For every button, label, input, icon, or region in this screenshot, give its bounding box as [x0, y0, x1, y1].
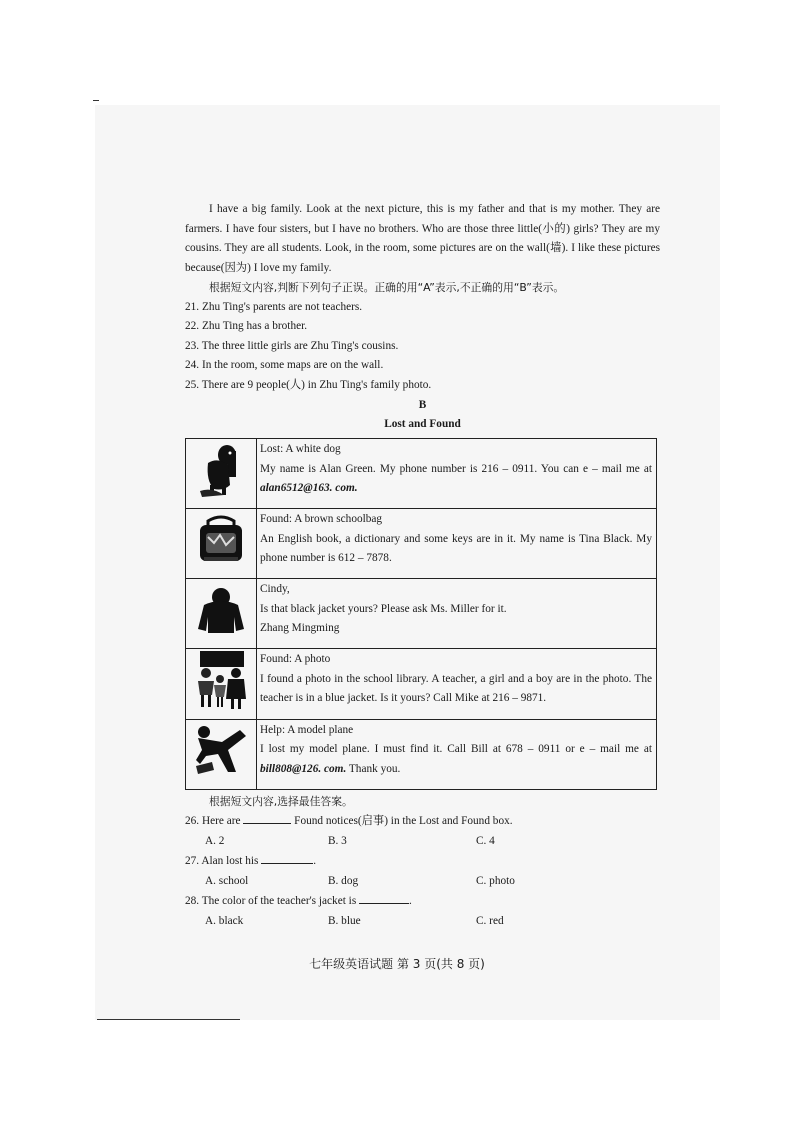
notice-body-text: I lost my model plane. I must find it. Call Bill at 678 – 0911 or e – mail me at	[260, 743, 652, 755]
notice-picture	[186, 719, 257, 789]
notice-text	[257, 579, 657, 649]
question-stem-end: .	[313, 855, 317, 867]
question-25: 25. There are 9 people(人) in Zhu Ting's family photo.	[185, 378, 432, 391]
options-27	[185, 872, 660, 892]
option-a: A. school	[205, 874, 249, 887]
notice-row	[186, 649, 657, 720]
notice-heading: Lost: A white dog	[260, 443, 341, 455]
notice-body	[260, 460, 652, 499]
model-plane-icon	[192, 769, 250, 781]
section-title: Lost and Found	[384, 418, 461, 430]
section-letter: B	[418, 399, 427, 411]
notice-text	[257, 719, 657, 789]
question-24: 24. In the room, some maps are on the wall.	[185, 359, 384, 371]
question-stem: 28. The color of the teacher's jacket is	[185, 895, 360, 907]
lost-and-found-table	[185, 438, 657, 790]
notice-picture	[186, 439, 257, 509]
notice-text	[257, 439, 657, 509]
notice-body: Is that black jacket yours? Please ask Ms. Miller for it.	[260, 602, 507, 615]
answer-blank	[359, 891, 409, 904]
notice-body-text: My name is Alan Green. My phone number is 216 – 0911. You can e – mail me at	[260, 462, 652, 475]
notice-text	[257, 509, 657, 579]
notice-row	[186, 509, 657, 579]
option-b: B. blue	[328, 914, 361, 927]
notice-heading: Found: A brown schoolbag	[260, 513, 383, 525]
question-stem-end: Found notices(启事) in the Lost and Found box.	[291, 815, 513, 827]
notice-picture	[186, 649, 257, 720]
page-footer: 七年级英语试题 第 3 页(共 8 页)	[309, 957, 485, 971]
scan-corner-mark	[93, 100, 99, 101]
multiple-choice-instruction: 根据短文内容,选择最佳答案。	[209, 794, 353, 808]
options-28	[185, 912, 660, 932]
schoolbag-icon	[194, 558, 248, 570]
question-27	[185, 851, 660, 872]
answer-blank	[261, 851, 313, 864]
notice-heading: Help: A model plane	[260, 723, 354, 736]
multiple-choice-section	[185, 792, 660, 932]
notice-row	[186, 579, 657, 649]
passage-text: I have a big family. Look at the next picture, this is my father and that is my mother. They are farmers. I have four sisters, but I have no brothers. Who are those three little(小的) girls? They are my cousins. They are all students. Look, in the room, some pictures are on the wall(墙). I like these pictures because(因为) I love my family.	[185, 203, 660, 274]
notice-heading: Found: A photo	[260, 653, 331, 665]
notice-signature: Zhang Mingming	[260, 622, 340, 634]
page-content	[185, 200, 660, 931]
notice-body: I found a photo in the school library. A teacher, a girl and a boy are in the photo. The teacher is in a blue jacket. Is it yours? Call Mike at 216 – 9871.	[260, 672, 652, 704]
question-21: 21. Zhu Ting's parents are not teachers.	[185, 300, 363, 313]
option-a: A. 2	[205, 834, 225, 847]
question-23: 23. The three little girls are Zhu Ting's cousins.	[185, 339, 399, 352]
email-address: bill808@126. com.	[260, 762, 347, 775]
options-26	[185, 832, 660, 852]
footnote-rule	[97, 1019, 240, 1020]
notice-body: An English book, a dictionary and some keys are in it. My name is Tina Black. My phone number is 612 – 7878.	[260, 532, 652, 564]
option-b: B. 3	[328, 834, 347, 847]
notice-text	[257, 649, 657, 720]
notice-closing: Thank you.	[346, 762, 401, 775]
question-stem: 26. Here are	[185, 815, 244, 827]
option-c: C. photo	[476, 874, 515, 887]
photo-icon	[192, 702, 250, 714]
question-stem-end: .	[409, 895, 412, 907]
notice-row	[186, 439, 657, 509]
question-26	[185, 811, 660, 832]
option-a: A. black	[205, 914, 244, 927]
option-c: C. red	[476, 914, 504, 927]
option-b: B. dog	[328, 874, 359, 887]
option-c: C. 4	[476, 834, 495, 847]
dog-icon	[194, 490, 248, 502]
question-22: 22. Zhu Ting has a brother.	[185, 320, 308, 332]
notice-heading: Cindy,	[260, 583, 290, 595]
answer-blank	[243, 811, 291, 824]
reading-passage-a	[185, 200, 660, 278]
email-address: alan6512@163. com.	[260, 482, 358, 494]
true-false-items	[185, 298, 660, 396]
notice-picture	[186, 509, 257, 579]
notice-row	[186, 719, 657, 789]
notice-picture	[186, 579, 257, 649]
true-false-instruction: 根据短文内容,判断下列句子正误。正确的用“A”表示,不正确的用“B”表示。	[209, 281, 565, 294]
jacket-icon	[196, 626, 246, 638]
notice-body	[260, 740, 652, 779]
question-stem: 27. Alan lost his	[185, 855, 262, 867]
question-28	[185, 891, 660, 912]
